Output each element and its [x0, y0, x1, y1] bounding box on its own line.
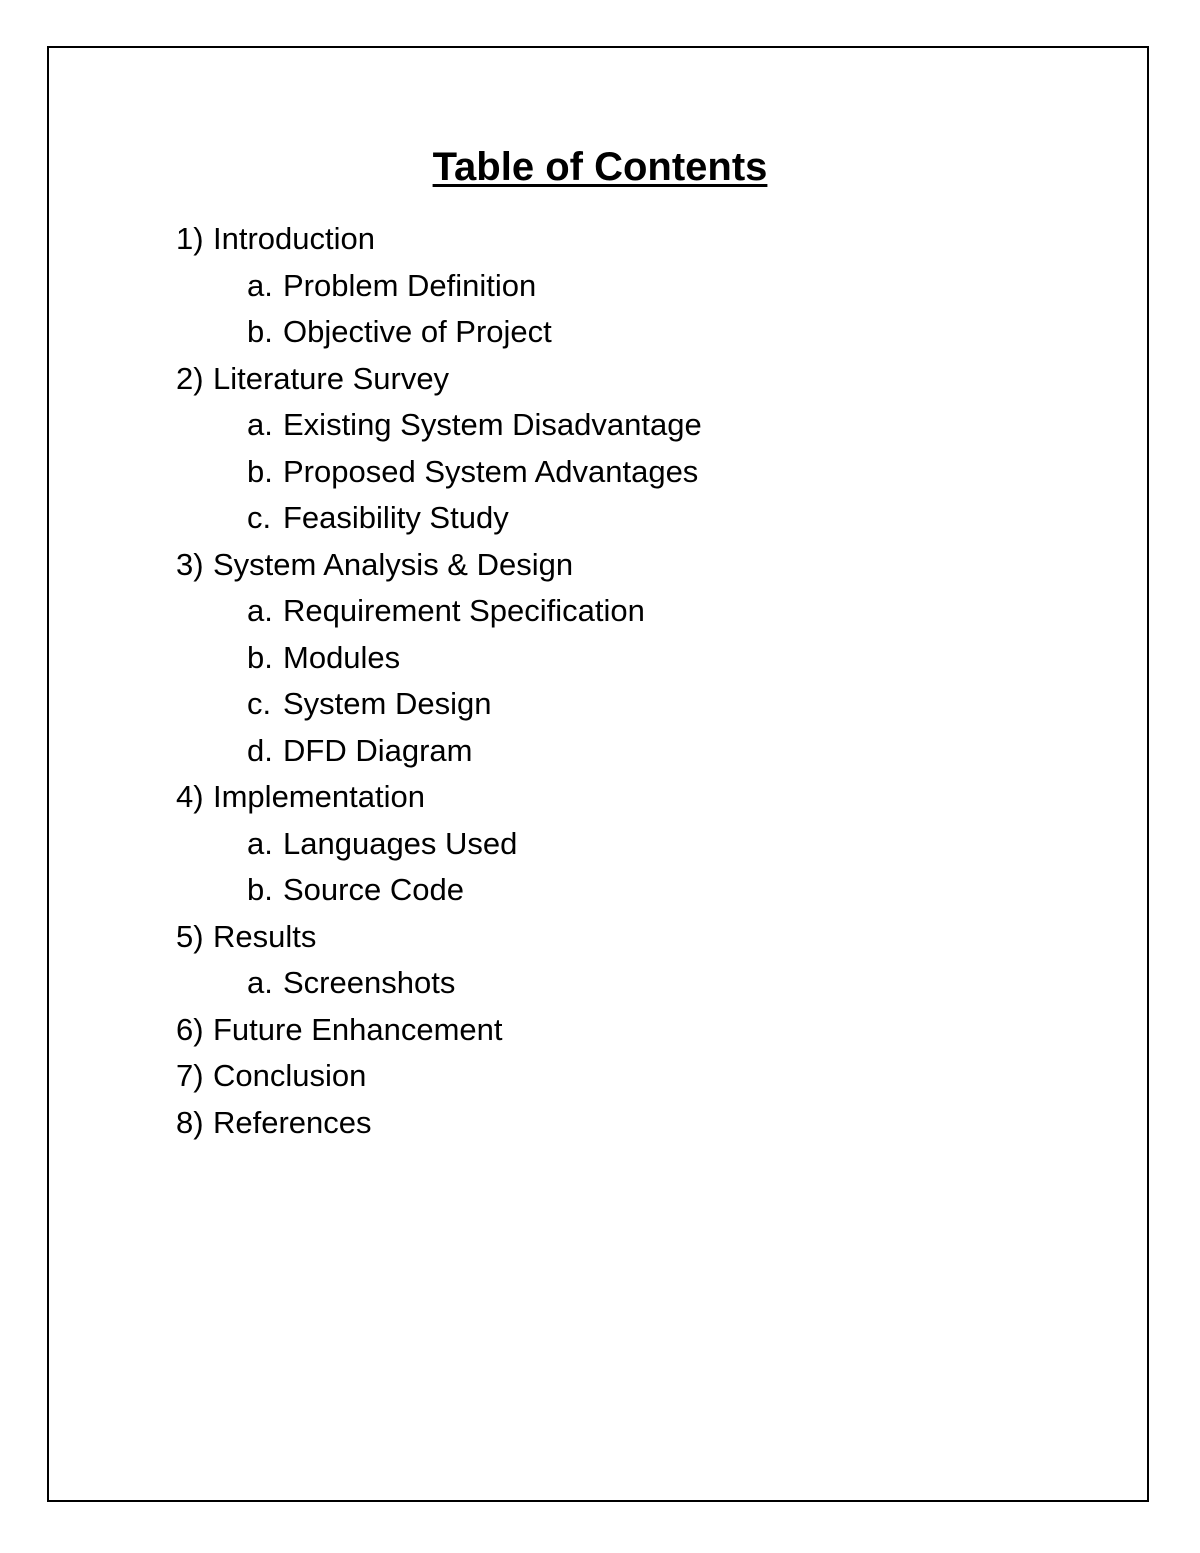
toc-section	[176, 356, 702, 542]
toc-section-label: Literature Survey	[213, 360, 450, 396]
toc-list	[176, 216, 702, 1146]
toc-subsection-letter: a.	[247, 593, 273, 628]
toc-section-line	[176, 914, 702, 961]
toc-subsection-label: Screenshots	[283, 965, 456, 1000]
toc-section-line	[176, 542, 702, 589]
toc-subsection-label: Proposed System Advantages	[283, 453, 699, 489]
toc-section-line	[176, 216, 702, 263]
toc-section-line	[176, 1100, 702, 1147]
toc-subsection-letter: c.	[247, 686, 272, 721]
toc-subsection	[247, 960, 702, 1007]
toc-subsection	[247, 588, 702, 635]
toc-section-line	[176, 1007, 702, 1054]
toc-subsection	[247, 263, 702, 310]
toc-section-number: 3)	[176, 546, 204, 582]
toc-section-number: 7)	[176, 1058, 204, 1093]
toc-section	[176, 1053, 702, 1100]
toc-section-line	[176, 774, 702, 821]
toc-subsection	[247, 821, 702, 868]
toc-subsection-label: System Design	[283, 686, 492, 721]
toc-section-number: 1)	[176, 221, 204, 256]
toc-subsection-label: Feasibility Study	[283, 500, 509, 535]
toc-subsection-label: Languages Used	[283, 825, 518, 861]
toc-subsection	[247, 495, 702, 542]
toc-subsection-list	[176, 402, 702, 542]
toc-subsection	[247, 449, 702, 496]
toc-section	[176, 216, 702, 356]
toc-subsection-label: Problem Definition	[283, 267, 537, 303]
toc-section	[176, 1007, 702, 1054]
toc-subsection-label: Source Code	[283, 872, 464, 907]
toc-section-label: Future Enhancement	[213, 1011, 503, 1047]
toc-section-label: References	[213, 1104, 372, 1140]
toc-subsection	[247, 635, 702, 682]
toc-section-label: Implementation	[213, 779, 425, 814]
toc-section-line	[176, 356, 702, 403]
toc-section-label: Results	[213, 918, 317, 954]
toc-subsection-letter: a.	[247, 407, 273, 442]
toc-section-label: System Analysis & Design	[213, 546, 574, 582]
toc-section	[176, 914, 702, 1007]
toc-subsection-label: Requirement Specification	[283, 593, 645, 628]
toc-subsection-list	[176, 960, 702, 1007]
toc-subsection	[247, 728, 702, 775]
toc-subsection-list	[176, 588, 702, 774]
toc-subsection-list	[176, 263, 702, 356]
toc-section-number: 4)	[176, 779, 204, 814]
toc-section-number: 5)	[176, 918, 204, 954]
toc-section-label: Introduction	[213, 221, 375, 256]
toc-subsection-letter: a.	[247, 267, 273, 303]
toc-section-number: 6)	[176, 1011, 204, 1047]
toc-section-number: 8)	[176, 1104, 204, 1140]
toc-subsection-letter: a.	[247, 965, 273, 1000]
toc-subsection-letter: c.	[247, 500, 272, 535]
toc-subsection-label: Existing System Disadvantage	[283, 407, 702, 442]
toc-subsection	[247, 309, 702, 356]
toc-subsection	[247, 402, 702, 449]
toc-subsection-letter: d.	[247, 732, 273, 768]
toc-subsection-letter: b.	[247, 639, 273, 675]
toc-section-label: Conclusion	[213, 1058, 367, 1093]
toc-subsection-letter: b.	[247, 453, 273, 489]
page-title: Table of Contents	[432, 145, 768, 189]
toc-section-line	[176, 1053, 702, 1100]
toc-subsection	[247, 867, 702, 914]
toc-subsection-label: DFD Diagram	[283, 732, 473, 768]
toc-subsection-letter: b.	[247, 872, 273, 907]
toc-section	[176, 1100, 702, 1147]
toc-subsection-list	[176, 821, 702, 914]
toc-section	[176, 542, 702, 775]
toc-subsection-label: Modules	[283, 639, 401, 675]
toc-subsection-letter: b.	[247, 314, 273, 349]
toc-section-number: 2)	[176, 360, 204, 396]
toc-section	[176, 774, 702, 914]
toc-subsection-letter: a.	[247, 825, 273, 861]
toc-subsection	[247, 681, 702, 728]
toc-subsection-label: Objective of Project	[283, 314, 552, 349]
